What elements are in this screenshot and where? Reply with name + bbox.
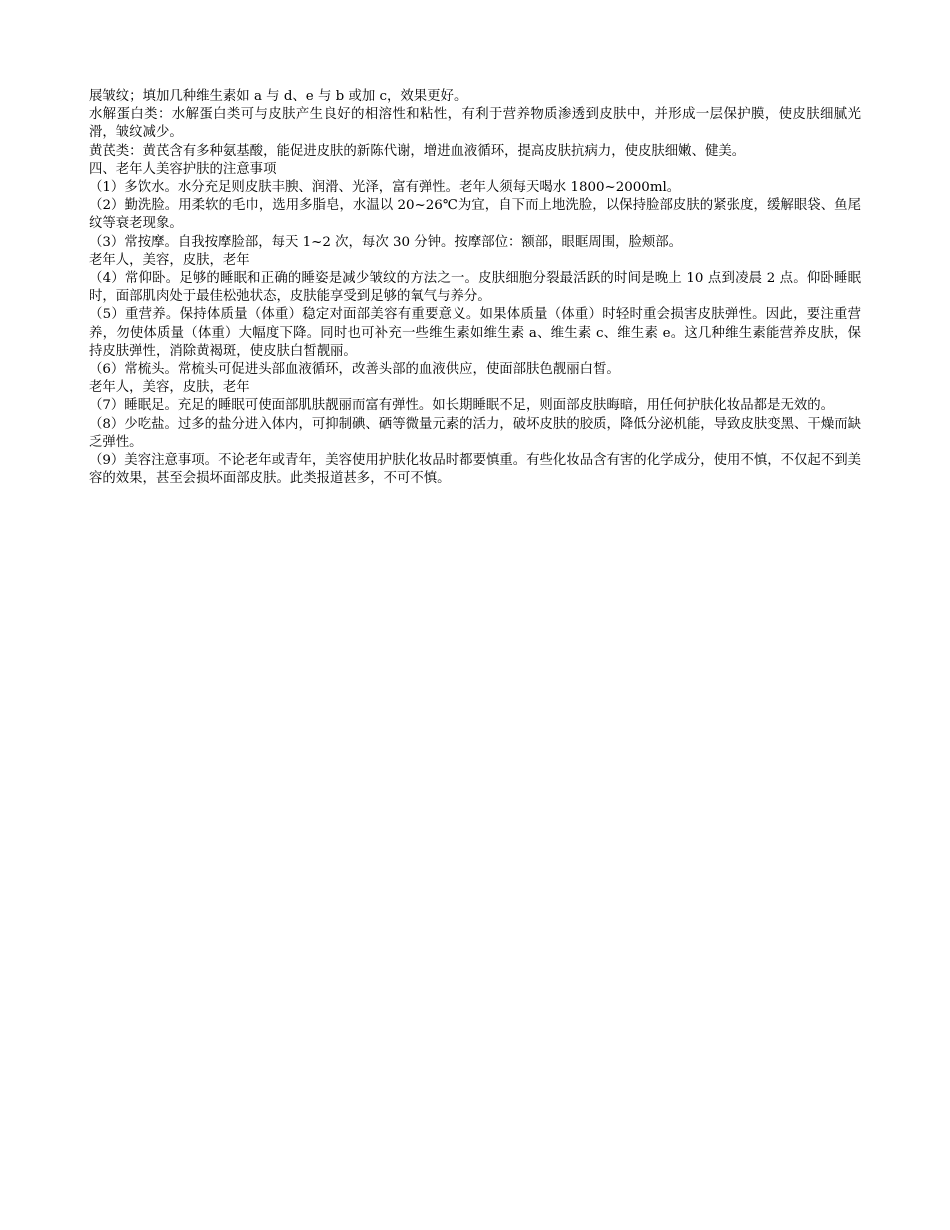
keywords-line: 老年人，美容，皮肤，老年 xyxy=(89,252,250,268)
paragraph-hydrolyzed-protein: 水解蛋白类：水解蛋白类可与皮肤产生良好的相溶性和粘性，有利于营养物质渗透到皮肤中，并形成一层保护膜，使皮肤细腻光滑，皱纹减少。 xyxy=(89,107,861,141)
paragraph-astragalus: 黄芪类：黄芪含有多种氨基酸，能促进皮肤的新陈代谢，增进血液循环，提高皮肤抗病力，使皮肤细嫩、健美。 xyxy=(89,143,746,159)
item-comb-hair: （6）常梳头。常梳头可促进头部血液循环，改善头部的血液供应，使面部肤色靓丽白皙。 xyxy=(89,362,620,378)
item-enough-sleep: （7）睡眠足。充足的睡眠可使面部肌肤靓丽而富有弹性。如长期睡眠不足，则面部皮肤晦暗，用任何护肤化妆品都是无效的。 xyxy=(89,398,834,414)
item-sleep-supine: （4）常仰卧。足够的睡眠和正确的睡姿是减少皱纹的方法之一。皮肤细胞分裂最活跃的时间是晚上 10 点到凌晨 2 点。仰卧睡眠时，面部肌肉处于最佳松弛状态，皮肤能享受到足够的氧气与养分。 xyxy=(89,271,861,305)
document-body xyxy=(89,88,861,488)
item-nutrition: （5）重营养。保持体质量（体重）稳定对面部美容有重要意义。如果体质量（体重）时轻时重会损害皮肤弹性。因此，要注重营养，勿使体质量（体重）大幅度下降。同时也可补充一些维生素如维生素 a、维生素 c、维生素 e。这几种维生素能营养皮肤，保持皮肤弹性，消除黄褐斑，使皮肤白皙靓丽。 xyxy=(89,307,861,359)
item-drink-water: （1）多饮水。水分充足则皮肤丰腴、润滑、光泽，富有弹性。老年人须每天喝水 1800~2000ml。 xyxy=(89,180,681,196)
section-heading: 四、老年人美容护肤的注意事项 xyxy=(89,161,277,177)
item-wash-face: （2）勤洗脸。用柔软的毛巾，选用多脂皂，水温以 20~26℃为宜，自下而上地洗脸，以保持脸部皮肤的紧张度，缓解眼袋、鱼尾纹等衰老现象。 xyxy=(89,198,861,232)
keywords-line: 老年人，美容，皮肤，老年 xyxy=(89,380,250,396)
item-cautions: （9）美容注意事项。不论老年或青年，美容使用护肤化妆品时都要慎重。有些化妆品含有害的化学成分，使用不慎，不仅起不到美容的效果，甚至会损坏面部皮肤。此类报道甚多，不可不慎。 xyxy=(89,453,861,487)
item-less-salt: （8）少吃盐。过多的盐分进入体内，可抑制碘、硒等微量元素的活力，破坏皮肤的胶质，降低分泌机能，导致皮肤变黑、干燥而缺乏弹性。 xyxy=(89,416,861,450)
item-massage: （3）常按摩。自我按摩脸部，每天 1~2 次，每次 30 分钟。按摩部位：额部，眼眶周围，脸颊部。 xyxy=(89,234,683,250)
paragraph-vitamin-tip: 展皱纹；填加几种维生素如 a 与 d、e 与 b 或加 c，效果更好。 xyxy=(89,89,468,104)
